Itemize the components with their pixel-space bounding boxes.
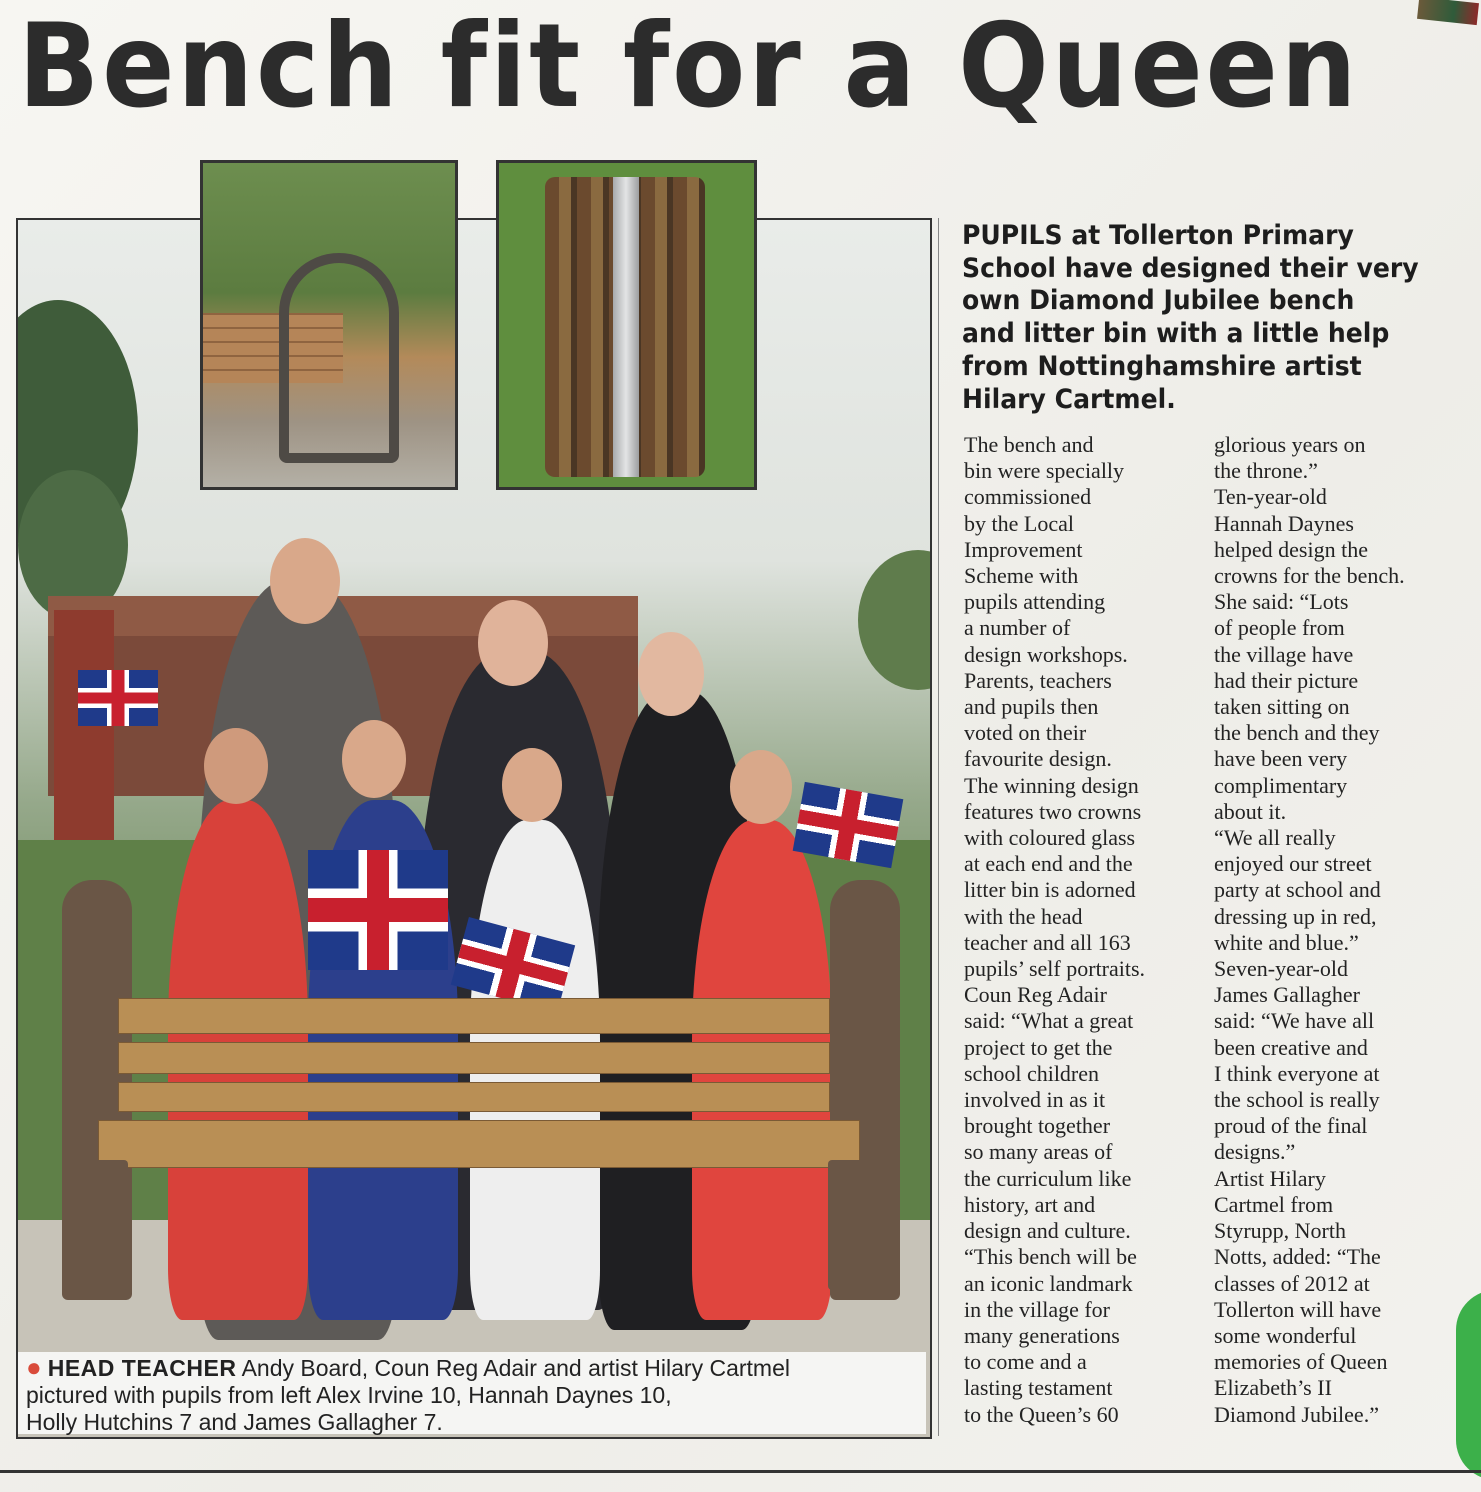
standfirst-line: School have designed their very	[962, 252, 1419, 284]
bottom-rule	[0, 1470, 1481, 1473]
body-text-line: to the Queen’s 60	[964, 1401, 1119, 1427]
head	[730, 750, 792, 824]
head	[204, 728, 268, 804]
litter-bin-steel-strip	[613, 177, 639, 477]
body-text-line: been creative and	[1214, 1034, 1368, 1060]
body-text-line: brought together	[964, 1113, 1111, 1139]
standfirst	[962, 220, 1419, 416]
body-text-line: had their picture	[1214, 667, 1359, 693]
body-text-line: James Gallagher	[1214, 982, 1360, 1008]
body-text-line: school children	[964, 1060, 1100, 1086]
body-text-line: Diamond Jubilee.”	[1214, 1401, 1379, 1427]
body-text-line: party at school and	[1214, 877, 1381, 903]
head	[638, 632, 704, 716]
body-text-line: commissioned	[964, 484, 1092, 510]
bench-leg	[828, 1160, 868, 1290]
body-text-line: I think everyone at	[1214, 1060, 1380, 1086]
body-text-line: Improvement	[964, 536, 1083, 562]
body-column-1	[964, 432, 1204, 1428]
body-text-line: a number of	[964, 615, 1071, 641]
green-edge-mark	[1456, 1290, 1481, 1480]
body-text-line: The bench and	[964, 432, 1094, 457]
union-flag	[78, 670, 158, 726]
body-text-line: enjoyed our street	[1214, 851, 1372, 877]
body-text-line: bin were specially	[964, 458, 1125, 484]
standfirst-line: Hilary Cartmel.	[962, 383, 1176, 415]
head	[502, 748, 562, 822]
bench-leg	[88, 1160, 128, 1290]
crown-bench-end	[279, 253, 399, 463]
body-text-line: the school is really	[1214, 1087, 1380, 1113]
body-text-line: crowns for the bench.	[1214, 563, 1405, 589]
bench-seat	[98, 1120, 860, 1168]
body-text-line: lasting testament	[964, 1375, 1113, 1401]
body-text-line: about it.	[1214, 798, 1287, 824]
body-text-line: project to get the	[964, 1034, 1113, 1060]
body-text-line: complimentary	[1214, 772, 1348, 798]
body-text-line: the village have	[1214, 641, 1354, 667]
gate-pillar	[54, 610, 114, 850]
body-text-line: Seven-year-old	[1214, 956, 1348, 982]
body-text-line: said: “We have all	[1214, 1008, 1375, 1034]
body-text-line: have been very	[1214, 746, 1348, 772]
body-text-line: The winning design	[964, 772, 1139, 798]
body-text-line: to come and a	[964, 1349, 1087, 1375]
bench-backrest-slat	[118, 998, 830, 1034]
caption-line3: Holly Hutchins 7 and James Gallagher 7.	[26, 1409, 443, 1435]
body-text-line: history, art and	[964, 1191, 1096, 1217]
body-text-line: an iconic landmark	[964, 1270, 1133, 1296]
body-text-line: taken sitting on	[1214, 694, 1350, 720]
body-text-line: the curriculum like	[964, 1165, 1132, 1191]
body-text-line: Coun Reg Adair	[964, 982, 1107, 1008]
body-text-line: with coloured glass	[964, 825, 1136, 851]
body-text-line: glorious years on	[1214, 432, 1366, 457]
main-photo	[16, 218, 932, 1439]
body-text-line: and pupils then	[964, 694, 1099, 720]
caption-line1: Andy Board, Coun Reg Adair and artist Hilary Cartmel	[236, 1355, 790, 1381]
standfirst-line: PUPILS at Tollerton Primary	[962, 220, 1354, 251]
head	[270, 538, 340, 624]
head	[478, 600, 548, 686]
body-text-line: Notts, added: “The	[1214, 1244, 1381, 1270]
body-text-line: memories of Queen	[1214, 1349, 1388, 1375]
body-text-line: Tollerton will have	[1214, 1296, 1382, 1322]
caption-line2: pictured with pupils from left Alex Irvine 10, Hannah Daynes 10,	[26, 1382, 672, 1408]
body-text-line: by the Local	[964, 510, 1074, 536]
body-text-line: in the village for	[964, 1296, 1111, 1322]
inset-photo-litter-bin	[496, 160, 757, 490]
body-text-line: designs.”	[1214, 1139, 1296, 1165]
inset-photo-bench-crown	[200, 160, 458, 490]
body-text-line: some wonderful	[1214, 1322, 1357, 1348]
body-text-line: so many areas of	[964, 1139, 1113, 1165]
body-text-line: dressing up in red,	[1214, 903, 1377, 929]
standfirst-line: and litter bin with a little help	[962, 318, 1390, 350]
body-text-line: Styrupp, North	[1214, 1218, 1346, 1244]
body-text-line: with the head	[964, 903, 1083, 929]
body-text-line: design and culture.	[964, 1218, 1131, 1244]
body-text-line: features two crowns	[964, 798, 1142, 824]
bench-backrest-slat	[118, 1042, 830, 1074]
body-text-line: Scheme with	[964, 563, 1079, 589]
body-text-line: “This bench will be	[964, 1244, 1137, 1270]
body-text-line: involved in as it	[964, 1087, 1106, 1113]
body-text-line: helped design the	[1214, 536, 1368, 562]
body-text-line: pupils attending	[964, 589, 1106, 615]
body-text-line: white and blue.”	[1214, 929, 1359, 955]
body-text-line: classes of 2012 at	[1214, 1270, 1370, 1296]
caption-lead: HEAD TEACHER	[47, 1355, 237, 1381]
body-text-line: many generations	[964, 1322, 1120, 1348]
body-text-line: said: “What a great	[964, 1008, 1134, 1034]
headline: Bench fit for a Queen	[18, 0, 1360, 134]
body-text-line: Parents, teachers	[964, 667, 1112, 693]
body-text-line: of people from	[1214, 615, 1345, 641]
standfirst-line: own Diamond Jubilee bench	[962, 285, 1355, 317]
body-text-line: the bench and they	[1214, 720, 1380, 746]
body-text-line: voted on their	[964, 720, 1087, 746]
head	[342, 720, 406, 798]
body-text-line: Artist Hilary	[1214, 1165, 1326, 1191]
body-text-line: Ten-year-old	[1214, 484, 1327, 510]
body-column-2	[1214, 432, 1454, 1428]
body-text-line: pupils’ self portraits.	[964, 956, 1146, 982]
body-text-line: She said: “Lots	[1214, 589, 1349, 615]
photo-caption	[18, 1352, 926, 1434]
body-text-line: “We all really	[1214, 825, 1336, 851]
tree	[858, 550, 932, 690]
union-flag	[308, 850, 448, 970]
body-text-line: proud of the final	[1214, 1113, 1368, 1139]
body-text-line: Elizabeth’s II	[1214, 1375, 1332, 1401]
body-text-line: favourite design.	[964, 746, 1112, 772]
body-text-line: litter bin is adorned	[964, 877, 1136, 903]
column-divider	[938, 218, 939, 1436]
body-text-line: Cartmel from	[1214, 1191, 1334, 1217]
bench-backrest-slat	[118, 1082, 830, 1112]
standfirst-line: from Nottinghamshire artist	[962, 350, 1362, 382]
caption-bullet: ●	[26, 1352, 42, 1382]
body-text-line: Hannah Daynes	[1214, 510, 1354, 536]
body-text-line: design workshops.	[964, 641, 1128, 667]
body-text-line: the throne.”	[1214, 458, 1318, 484]
body-text-line: at each end and the	[964, 851, 1133, 877]
body-text-line: teacher and all 163	[964, 929, 1131, 955]
